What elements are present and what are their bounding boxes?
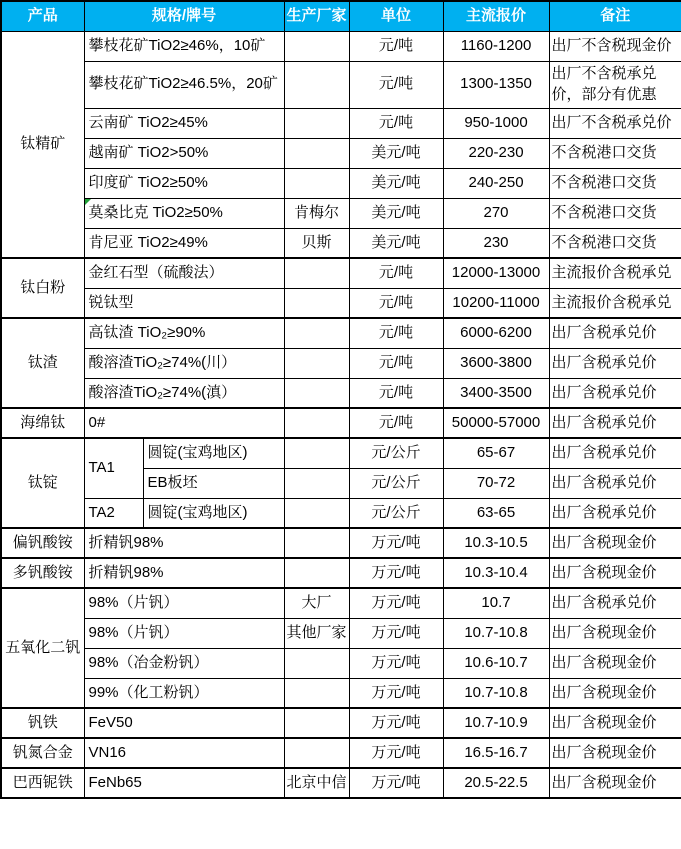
cell-price: 50000-57000 [443,408,549,438]
cell-unit: 万元/吨 [349,558,443,588]
cell-price: 10200-11000 [443,288,549,318]
cell-remark: 出厂含税现金价 [549,648,681,678]
cell-manufacturer [284,108,349,138]
cell-grade: TA2 [84,498,143,528]
cell-price: 950-1000 [443,108,549,138]
table-row [1,138,681,168]
cell-price: 10.7-10.8 [443,678,549,708]
table-row [1,168,681,198]
cell-price: 3400-3500 [443,378,549,408]
table-row [1,108,681,138]
cell-manufacturer [284,348,349,378]
cell-remark: 出厂含税现金价 [549,768,681,798]
cell-unit: 元/吨 [349,61,443,108]
cell-manufacturer: 其他厂家 [284,618,349,648]
cell-spec: 金红石型（硫酸法） [84,258,284,288]
cell-unit: 万元/吨 [349,738,443,768]
cell-unit: 元/吨 [349,408,443,438]
cell-price: 1160-1200 [443,31,549,61]
cell-manufacturer [284,31,349,61]
cell-manufacturer [284,678,349,708]
header-remark: 备注 [549,1,681,31]
cell-price: 220-230 [443,138,549,168]
table-header-row [1,1,681,31]
table-row [1,288,681,318]
header-price: 主流报价 [443,1,549,31]
table-row [1,258,681,288]
cell-spec: 酸溶渣TiO₂≥74%(滇） [84,378,284,408]
cell-manufacturer [284,738,349,768]
cell-price: 12000-13000 [443,258,549,288]
product-group-titanium-dioxide: 钛白粉 [1,258,84,318]
cell-remark: 出厂含税承兑价 [549,498,681,528]
cell-spec: 折精钒98% [84,558,284,588]
product-group-ammonium-metavanadate: 偏钒酸铵 [1,528,84,558]
cell-spec: 酸溶渣TiO₂≥74%(川） [84,348,284,378]
product-group-brazilian-ferroniobium: 巴西铌铁 [1,768,84,798]
cell-unit: 美元/吨 [349,198,443,228]
table-row [1,768,681,798]
cell-unit: 元/吨 [349,258,443,288]
cell-remark: 出厂不含税承兑价 [549,108,681,138]
cell-manufacturer: 北京中信 [284,768,349,798]
cell-price: 1300-1350 [443,61,549,108]
cell-spec: 99%（化工粉钒） [84,678,284,708]
product-group-ferrovanadium: 钒铁 [1,708,84,738]
cell-remark: 出厂含税现金价 [549,528,681,558]
header-unit: 单位 [349,1,443,31]
cell-spec: 0# [84,408,284,438]
cell-spec: 98%（冶金粉钒） [84,648,284,678]
table-row [1,588,681,618]
cell-manufacturer [284,61,349,108]
table-row [1,528,681,558]
cell-spec: 云南矿 TiO2≥45% [84,108,284,138]
cell-unit: 元/吨 [349,108,443,138]
table-row [1,738,681,768]
table-row [1,618,681,648]
cell-remark: 出厂含税现金价 [549,678,681,708]
cell-remark: 出厂含税承兑价 [549,588,681,618]
cell-manufacturer [284,558,349,588]
cell-manufacturer [284,438,349,468]
table-row [1,378,681,408]
cell-spec: 98%（片钒） [84,588,284,618]
cell-price: 230 [443,228,549,258]
cell-spec: 锐钛型 [84,288,284,318]
table-row [1,678,681,708]
cell-price: 63-65 [443,498,549,528]
table-row [1,31,681,61]
cell-unit: 万元/吨 [349,708,443,738]
cell-price: 10.7-10.9 [443,708,549,738]
cell-manufacturer [284,258,349,288]
cell-unit: 元/公斤 [349,468,443,498]
cell-spec: EB板坯 [143,468,284,498]
cell-manufacturer [284,498,349,528]
product-group-titanium-slag: 钛渣 [1,318,84,408]
cell-manufacturer: 肯梅尔 [284,198,349,228]
cell-remark: 出厂不含税现金价 [549,31,681,61]
cell-spec: 印度矿 TiO2≥50% [84,168,284,198]
cell-grade: TA1 [84,438,143,498]
cell-spec: 攀枝花矿TiO2≥46.5%，20矿 [84,61,284,108]
table-row [1,558,681,588]
cell-spec: FeV50 [84,708,284,738]
header-product: 产品 [1,1,84,31]
cell-spec: 肯尼亚 TiO2≥49% [84,228,284,258]
cell-spec: FeNb65 [84,768,284,798]
cell-price: 10.3-10.4 [443,558,549,588]
cell-remark: 出厂含税现金价 [549,618,681,648]
table-row [1,228,681,258]
cell-remark: 主流报价含税承兑 [549,288,681,318]
cell-price: 240-250 [443,168,549,198]
cell-spec-text: 莫桑比克 TiO2≥50% [88,203,223,221]
table-row [1,498,681,528]
table-row [1,198,681,228]
product-group-vanadium-nitrogen-alloy: 钒氮合金 [1,738,84,768]
cell-remark: 出厂含税承兑价 [549,318,681,348]
cell-remark: 出厂含税现金价 [549,708,681,738]
cell-unit: 元/吨 [349,378,443,408]
product-group-titanium-concentrate: 钛精矿 [1,31,84,258]
table-row [1,348,681,378]
product-group-titanium-sponge: 海绵钛 [1,408,84,438]
cell-spec: 折精钒98% [84,528,284,558]
cell-price: 10.7-10.8 [443,618,549,648]
cell-price: 6000-6200 [443,318,549,348]
cell-price: 16.5-16.7 [443,738,549,768]
cell-remark: 出厂含税承兑价 [549,348,681,378]
cell-spec: 圆锭(宝鸡地区) [143,438,284,468]
cell-manufacturer [284,528,349,558]
cell-price: 20.5-22.5 [443,768,549,798]
product-group-ammonium-polyvanadate: 多钒酸铵 [1,558,84,588]
cell-unit: 元/公斤 [349,498,443,528]
table-row [1,408,681,438]
cell-price: 3600-3800 [443,348,549,378]
cell-remark: 出厂含税承兑价 [549,408,681,438]
cell-manufacturer [284,408,349,438]
cell-unit: 美元/吨 [349,138,443,168]
cell-manufacturer [284,168,349,198]
cell-remark: 不含税港口交货 [549,138,681,168]
cell-unit: 万元/吨 [349,768,443,798]
cell-remark: 出厂含税承兑价 [549,438,681,468]
cell-remark: 不含税港口交货 [549,228,681,258]
cell-spec: 攀枝花矿TiO2≥46%，10矿 [84,31,284,61]
cell-unit: 元/吨 [349,31,443,61]
cell-manufacturer [284,318,349,348]
table-row [1,438,681,468]
product-group-titanium-ingot: 钛锭 [1,438,84,528]
cell-remark: 出厂含税承兑价 [549,468,681,498]
cell-manufacturer [284,708,349,738]
cell-spec: 98%（片钒） [84,618,284,648]
table-row [1,648,681,678]
cell-unit: 万元/吨 [349,528,443,558]
cell-manufacturer: 贝斯 [284,228,349,258]
cell-unit: 美元/吨 [349,168,443,198]
cell-price: 70-72 [443,468,549,498]
cell-unit: 元/吨 [349,318,443,348]
cell-price: 65-67 [443,438,549,468]
cell-spec [84,198,284,228]
cell-unit: 万元/吨 [349,648,443,678]
cell-unit: 万元/吨 [349,618,443,648]
cell-unit: 元/吨 [349,288,443,318]
table-row [1,708,681,738]
cell-price: 270 [443,198,549,228]
cell-manufacturer: 大厂 [284,588,349,618]
cell-remark: 出厂含税现金价 [549,738,681,768]
product-group-vanadium-pentoxide: 五氧化二钒 [1,588,84,708]
table-row [1,61,681,108]
cell-spec: 越南矿 TiO2>50% [84,138,284,168]
cell-remark: 不含税港口交货 [549,198,681,228]
comment-marker [85,199,91,205]
cell-spec: 圆锭(宝鸡地区) [143,498,284,528]
cell-spec: 高钛渣 TiO₂≥90% [84,318,284,348]
cell-manufacturer [284,378,349,408]
cell-manufacturer [284,648,349,678]
cell-spec: VN16 [84,738,284,768]
cell-manufacturer [284,288,349,318]
cell-unit: 美元/吨 [349,228,443,258]
cell-remark: 不含税港口交货 [549,168,681,198]
cell-unit: 万元/吨 [349,588,443,618]
cell-price: 10.3-10.5 [443,528,549,558]
cell-manufacturer [284,468,349,498]
cell-remark: 主流报价含税承兑 [549,258,681,288]
cell-unit: 元/公斤 [349,438,443,468]
cell-unit: 元/吨 [349,348,443,378]
cell-remark: 出厂含税承兑价 [549,378,681,408]
cell-price: 10.7 [443,588,549,618]
cell-price: 10.6-10.7 [443,648,549,678]
cell-unit: 万元/吨 [349,678,443,708]
header-manufacturer: 生产厂家 [284,1,349,31]
cell-remark: 出厂含税现金价 [549,558,681,588]
table-row [1,318,681,348]
header-spec: 规格/牌号 [84,1,284,31]
cell-remark: 出厂不含税承兑价，部分有优惠 [549,61,681,108]
cell-manufacturer [284,138,349,168]
